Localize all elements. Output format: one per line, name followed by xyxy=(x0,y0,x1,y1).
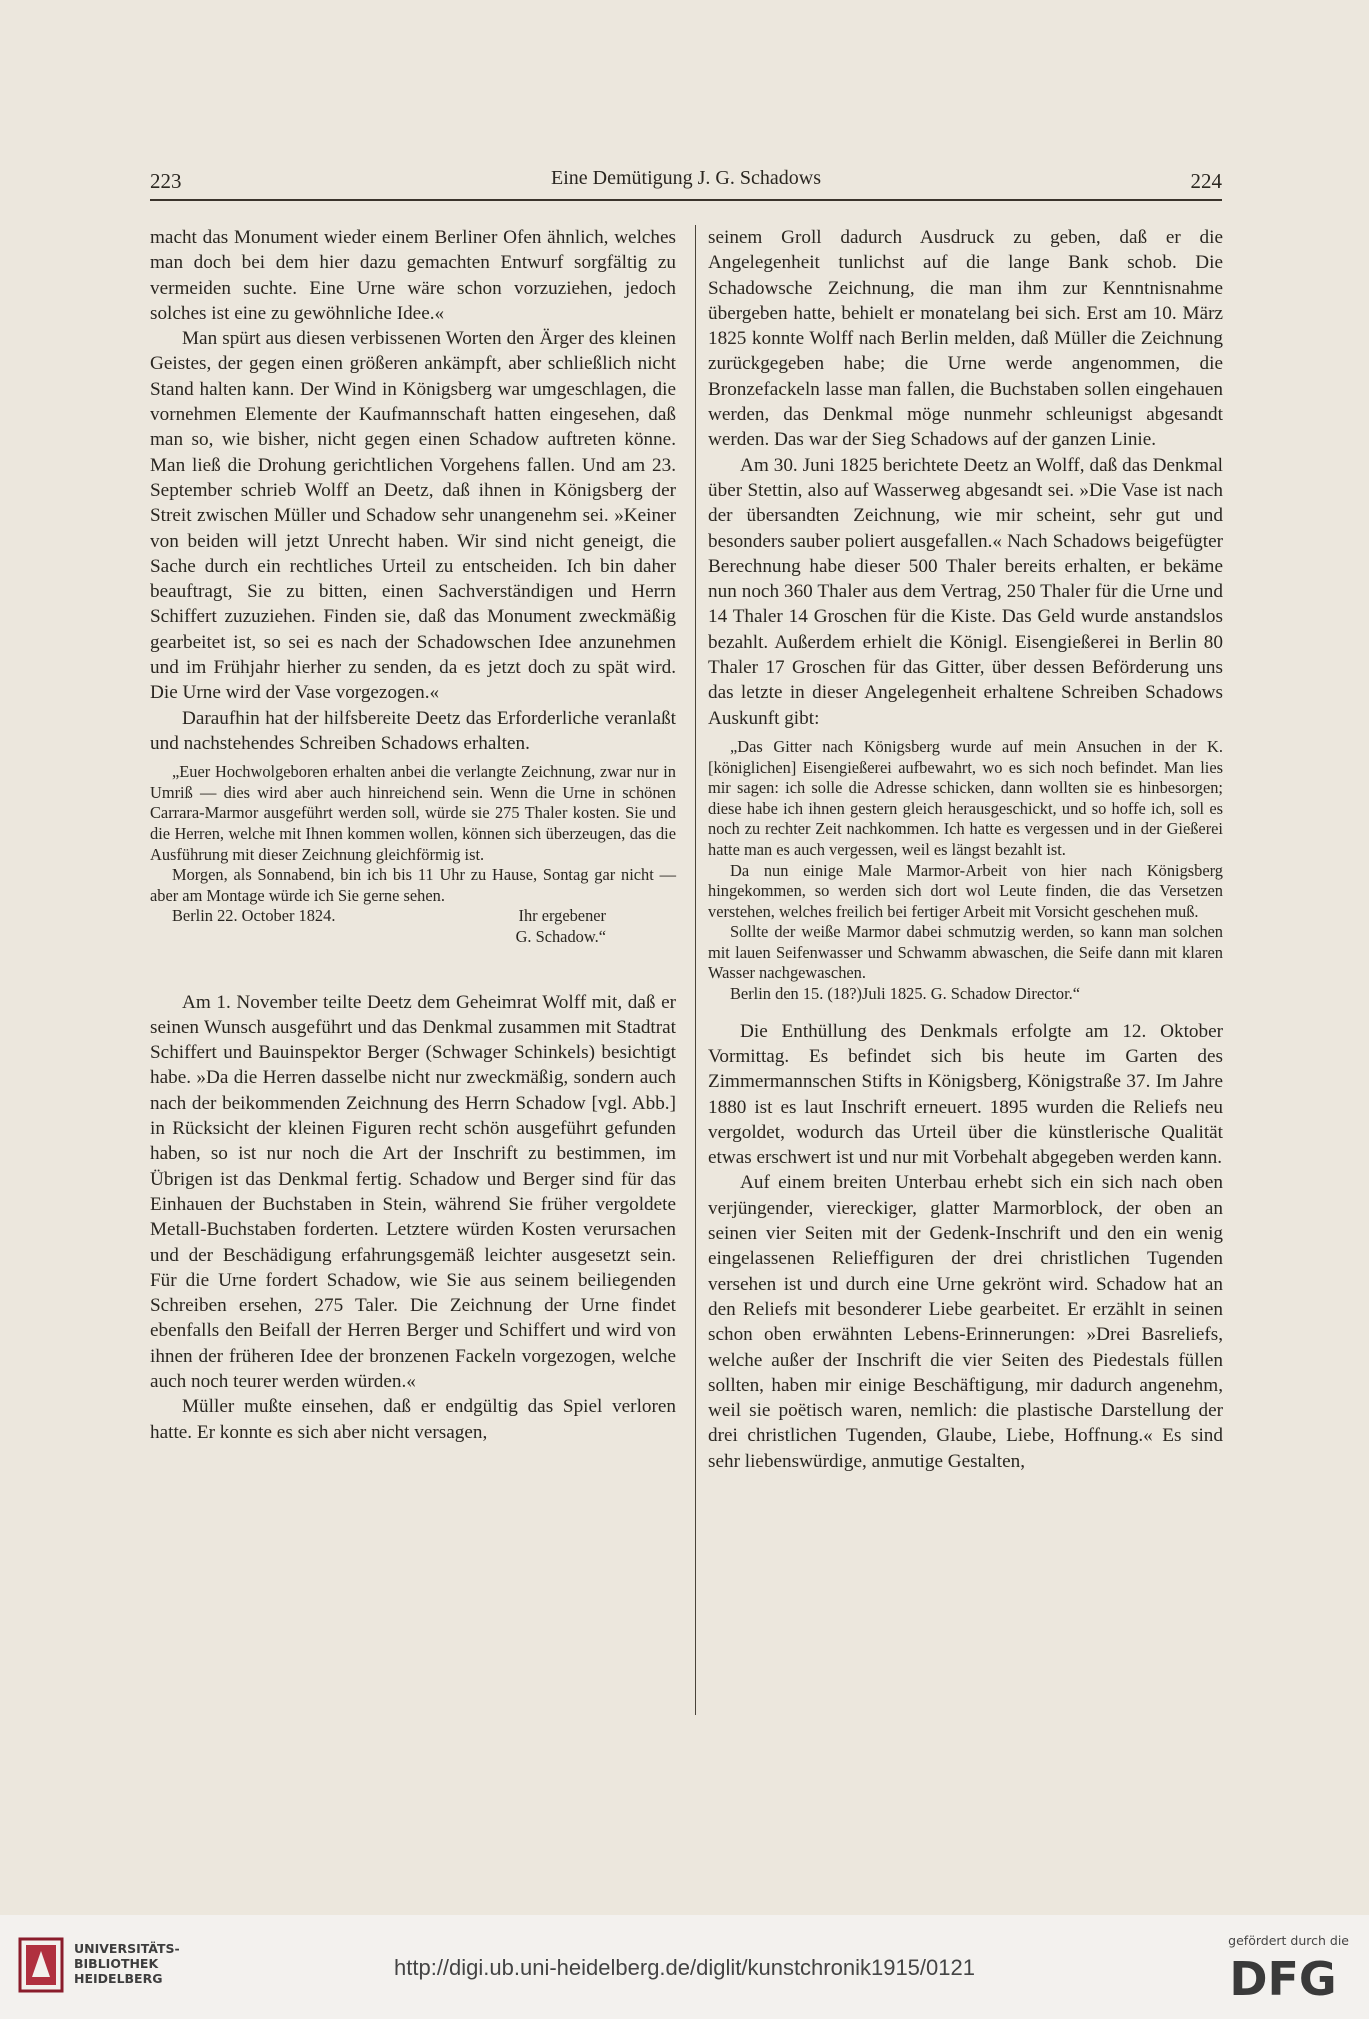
quote-paragraph: Morgen, als Sonnabend, bin ich bis 11 Uhr zu Hause, Sontag gar nicht — aber am Montage würde ich Sie gerne sehen. xyxy=(150,865,676,905)
paragraph: Man spürt aus diesen verbissenen Worten den Ärger des kleinen Geistes, der gegen einen größeren ankämpft, aber schließlich nicht Stand halten kann. Der Wind in Königsberg war umgeschlagen, die vornehmen Elemente der Kaufmannschaft hatten eingesehen, daß man so, wie bisher, nicht gegen einen Schadow auftreten könne. Man ließ die Drohung gerichtlichen Vorgehens fallen. Und am 23. September schrieb Wolff an Deetz, daß ihnen in Königsberg der Streit zwischen Müller und Schadow sehr unangenehm sei. »Keiner von beiden will jetzt Unrecht haben. Wir sind nicht geneigt, die Sache durch ein rechtliches Urteil zu entscheiden. Ich bin daher beauftragt, Sie zu bitten, einen Sachverständigen und Herrn Schiffert zuzuziehen. Finden sie, daß das Monument zweckmäßig gearbeitet ist, so sei es nach der Schadowschen Idee anzunehmen und im Frühjahr hierher zu senden, da es jetzt doch zu spät wird. Die Urne wird der Vase vorgezogen.« xyxy=(150,328,676,704)
paragraph: Müller mußte einsehen, daß er endgültig das Spiel verloren hatte. Er konnte es sich aber nicht versagen, xyxy=(150,1396,676,1443)
funding-note: gefördert durch die xyxy=(1228,1933,1349,1948)
left-column xyxy=(150,225,676,1445)
digitization-footer xyxy=(0,1915,1369,2019)
paragraph: seinem Groll dadurch Ausdruck zu geben, daß er die Angelegenheit tunlichst auf die lange Bank schob. Die Schadowsche Zeichnung, die man ihm zur Kenntnisnahme übergeben hatte, behielt er monatelang bei sich. Erst am 10. März 1825 konnte Wolff nach Berlin melden, daß Müller die Zeichnung zurückgegeben habe; die Urne werde angenommen, die Bronzefackeln lasse man fallen, die Buchstaben sollen eingehauen werden, das Denkmal möge nunmehr schleunigst abgesandt werden. Das war der Sieg Schadows auf der ganzen Linie. xyxy=(708,227,1223,451)
svg-text:DFG: DFG xyxy=(1229,1953,1337,1999)
quote-paragraph: „Euer Hochwolgeboren erhalten anbei die verlangte Zeichnung, zwar nur in Umriß — dies wird aber auch hinreichend sein. Wenn die Urne in schönen Carrara-Marmor ausgeführt werden soll, würde sie 275 Thaler kosten. Sie und die Herren, welche mit Ihnen kommen wollen, können sich überzeugen, das die Ausführung mit dieser Zeichnung gleichförmig ist. xyxy=(150,762,676,864)
paragraph: Daraufhin hat der hilfsbereite Deetz das Erforderliche veranlaßt und nachstehendes Schreiben Schadows erhalten. xyxy=(150,707,676,754)
paragraph: macht das Monument wieder einem Berliner Ofen ähnlich, welches man doch bei dem hier dazu gemachten Entwurf sorgfältig zu vermeiden suchte. Eine Urne wäre schon vorzuziehen, jedoch solches ist eine zu gewöhnliche Idee.« xyxy=(150,227,676,324)
quote-paragraph: „Das Gitter nach Königsberg wurde auf mein Ansuchen in der K. [königlichen] Eisengießerei aufbewahrt, wo es sich noch befindet. Man lies mir sagen: ich solle die Adresse schicken, dann wollten sie es hinbesorgen; diese habe ich ihnen gestern gleich herausgeschickt, und so hoffe ich, soll es noch zu rechter Zeit nachkommen. Ich hatte es vergessen und in der Gießerei hatte man es auch vergessen, weil es längst bezahlt ist. xyxy=(708,736,1223,859)
letter-signature: G. Schadow.“ xyxy=(515,926,606,946)
letter-signature-line xyxy=(150,906,676,927)
right-column xyxy=(708,225,1223,1474)
letter-closing: Ihr ergebener xyxy=(518,906,606,926)
page-number-right: 224 xyxy=(1190,169,1222,193)
library-logo-text: UNIVERSITÄTS- BIBLIOTHEK HEIDELBERG xyxy=(74,1941,180,1986)
column-divider xyxy=(695,225,696,1715)
paragraph: Am 30. Juni 1825 berichtete Deetz an Wolff, daß das Denkmal über Stettin, also auf Wasserweg abgesandt sei. »Die Vase ist nach der übersandten Zeichnung, wie mir scheint, sehr gut und besonders sauber poliert ausgefallen.« Nach Schadows beigefügter Berechnung habe dieser 500 Thaler bereits erhalten, er bekäme nun noch 360 Thaler aus dem Vertrag, 250 Thaler für die Urne und 14 Thaler 14 Groschen für die Kiste. Das Geld wurde anstandslos bezahlt. Außerdem erhielt die Königl. Eisengießerei in Berlin 80 Thaler 17 Groschen für das Gitter, über dessen Beförderung uns das letzte in dieser Angelegenheit erhaltene Schreiben Schadows Auskunft gibt: xyxy=(708,454,1223,729)
letter-quote xyxy=(708,737,1223,1005)
paragraph: Am 1. November teilte Deetz dem Geheimrat Wolff mit, daß er seinen Wunsch ausgeführt und das Denkmal zusammen mit Stadtrat Schiffert und Bauinspektor Berger (Schwager Schinkels) besichtigt habe. »Da die Herren dasselbe nicht nur zweckmäßig, sondern auch nach der beikommenden Zeichnung des Herrn Schadow [vgl. Abb.] in Rücksicht der kleinen Figuren recht schön ausgeführt gefunden haben, so ist nur noch die Art der Inschrift zu bestimmen, im Übrigen ist das Denkmal fertig. Schadow und Berger sind für das Einhauen der Buchstaben in Stein, während Sie früher vergoldete Metall-Buchstaben forderten. Letztere würden Kosten verursachen und der Beschädigung erfahrungsgemäß leichter ausgesetzt sein. Für die Urne fordert Schadow, wie Sie aus seinem beiliegenden Schreiben ersehen, 275 Taler. Die Zeichnung der Urne findet ebenfalls den Beifall der Herren Berger und Schiffert und wird von ihnen der früheren Idee der bronzenen Fackeln vorgezogen, welche auch noch teurer werden würden.« xyxy=(150,991,676,1393)
header-rule xyxy=(150,199,1222,201)
running-title: Eine Demütigung J. G. Schadows xyxy=(551,167,821,189)
letter-quote xyxy=(150,762,676,947)
quote-paragraph: Berlin den 15. (18?)Juli 1825. G. Schadow Director.“ xyxy=(730,984,1081,1004)
page-number-left: 223 xyxy=(150,169,182,193)
dfg-logo-icon xyxy=(1217,1953,1349,1999)
paragraph: Die Enthüllung des Denkmals erfolgte am 12. Oktober Vormittag. Es befindet sich bis heute im Garten des Zimmermannschen Stifts in Königsberg, Königstraße 37. Im Jahre 1880 ist es laut Inschrift erneuert. 1895 wurden die Reliefs neu vergoldet, wodurch das Urteil über die künstlerische Qualität etwas erschwert ist und nur mit Vorbehalt abgegeben werden kann. xyxy=(708,1020,1223,1169)
paragraph: Auf einem breiten Unterbau erhebt sich ein sich nach oben verjüngender, viereckiger, glatter Marmorblock, der oben an seinen vier Seiten mit der Gedenk-Inschrift und den ein wenig eingelassenen Relieffiguren der drei christlichen Tugenden versehen ist und durch eine Urne gekrönt wird. Schadow hat an den Reliefs mit besonderer Liebe gearbeitet. Er erzählt in seinen schon oben erwähnten Lebens-Erinnerungen: »Drei Basreliefs, welche außer der Inschrift die vier Seiten des Piedestals füllen sollten, haben mir einige Beschäftigung, mir dadurch angenehm, weil sie poëtisch waren, nemlich: die plastische Darstellung der drei christlichen Tugenden, Glaube, Liebe, Hoffnung.« Es sind sehr liebenswürdige, anmutige Gestalten, xyxy=(708,1172,1223,1472)
spacer xyxy=(708,1009,1223,1019)
letter-place-date: Berlin 22. October 1824. xyxy=(172,906,336,926)
page-header xyxy=(150,165,1222,201)
quote-paragraph: Da nun einige Male Marmor-Arbeit von hier nach Königsberg hingekommen, so werden sich dort wol Leute finden, die das Versetzen verstehen, welches freilich bei fertiger Arbeit mit Vorsicht geschehen muß. xyxy=(708,860,1223,921)
source-url-link[interactable]: http://digi.ub.uni-heidelberg.de/diglit/kunstchronik1915/0121 xyxy=(394,1955,975,1980)
quote-paragraph: Sollte der weiße Marmor dabei schmutzig werden, so kann man solchen mit lauen Seifenwasser und Schwamm abwaschen, die Seife dann mit klaren Wasser nachgewaschen. xyxy=(708,922,1223,983)
spacer xyxy=(150,952,676,990)
